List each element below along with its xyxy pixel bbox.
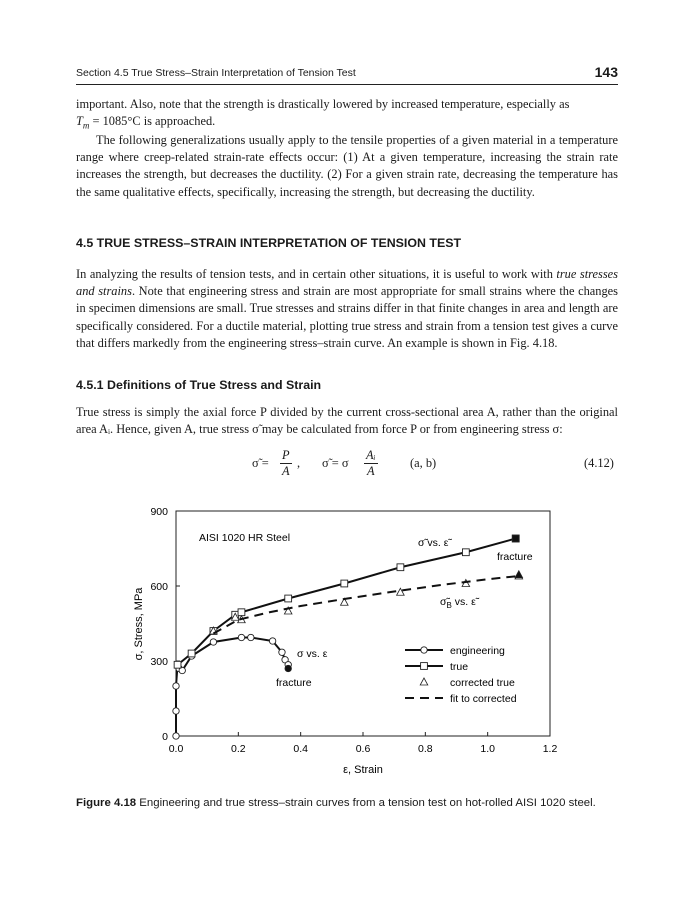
eq-den-a: A bbox=[282, 464, 290, 478]
data-point bbox=[462, 549, 469, 556]
equation-4-12 bbox=[0, 440, 690, 490]
figure-caption bbox=[76, 796, 616, 811]
data-point bbox=[210, 639, 216, 645]
data-point bbox=[515, 571, 523, 578]
y-tick-label: 0 bbox=[162, 731, 168, 743]
data-point bbox=[188, 650, 195, 657]
x-axis-label: ε, Strain bbox=[343, 764, 383, 776]
data-point bbox=[238, 634, 244, 640]
data-point bbox=[269, 638, 275, 644]
legend-item-engineering bbox=[405, 645, 505, 657]
legend-label: engineering bbox=[450, 645, 505, 657]
running-header bbox=[76, 64, 618, 85]
eq-tag-ab: (a, b) bbox=[410, 456, 437, 470]
paragraph-1 bbox=[76, 96, 618, 135]
eq-number: (4.12) bbox=[584, 456, 614, 470]
data-point bbox=[341, 580, 348, 587]
y-tick-label: 300 bbox=[150, 656, 168, 668]
paragraph-1-line-1: important. Also, note that the strength is drastically lowered by increased temperature, especially as bbox=[76, 97, 570, 111]
x-tick-label: 0.8 bbox=[418, 743, 433, 755]
legend-item-true bbox=[405, 661, 468, 673]
data-point bbox=[421, 647, 427, 653]
data-point bbox=[397, 564, 404, 571]
data-point bbox=[174, 661, 181, 668]
eq-frac-a bbox=[280, 448, 292, 479]
legend-item-corrected-true bbox=[420, 677, 515, 689]
figure-caption-text: Engineering and true stress–strain curves from a tension test on hot-rolled AISI 1020 steel. bbox=[136, 797, 596, 809]
eq-comma: , bbox=[297, 456, 301, 470]
material-label: AISI 1020 HR Steel bbox=[199, 532, 291, 544]
paragraph-3-rest: . Note that engineering stress and strain are most appropriate for small strains where the changes in specimen dimensions are small. True stresses and strains differ in that finite changes in area and length are specifically considered. For a ductile material, plotting true stress and strain from a tension test gives a curve that differs markedly from the engineering stress–strain curve. An example is shown in Fig. 4.18. bbox=[76, 284, 618, 350]
x-tick-label: 1.2 bbox=[542, 743, 558, 755]
legend-item-fit-to-corrected bbox=[405, 693, 517, 705]
data-point bbox=[173, 683, 179, 689]
series-layer bbox=[173, 535, 523, 739]
eq-num-b: Aᵢ bbox=[366, 448, 376, 462]
eq-num-a: P bbox=[282, 448, 290, 462]
annotation-fracture-true: fracture bbox=[497, 551, 533, 563]
eq-den-b: A bbox=[366, 464, 375, 478]
eq-lhs-b: σ̃ = σ bbox=[322, 456, 349, 470]
legend bbox=[405, 645, 517, 705]
data-point bbox=[238, 609, 245, 616]
x-tick-label: 0.0 bbox=[168, 743, 184, 755]
x-tick-label: 0.6 bbox=[355, 743, 371, 755]
y-tick-label: 900 bbox=[150, 506, 168, 518]
stress-strain-chart bbox=[0, 490, 690, 790]
section-heading: 4.5 TRUE STRESS–STRAIN INTERPRETATION OF TENSION TEST bbox=[76, 236, 462, 250]
paragraph-3 bbox=[76, 266, 618, 352]
data-point bbox=[173, 708, 179, 714]
data-point bbox=[421, 663, 428, 670]
data-point bbox=[420, 678, 428, 685]
x-tick-label: 1.0 bbox=[480, 743, 495, 755]
paragraph-1-line-2: = 1085°C is approached. bbox=[89, 114, 216, 129]
annotation-corrected-curve bbox=[440, 596, 480, 610]
tm-subscript: m bbox=[82, 120, 90, 131]
data-point bbox=[279, 649, 285, 655]
annotation-true-curve: σ̃ vs. ε̃ bbox=[418, 537, 449, 549]
legend-label: fit to corrected bbox=[450, 693, 517, 705]
eq-lhs-a: σ̃ = bbox=[252, 456, 269, 470]
annotation-corrected-sub: B bbox=[446, 601, 452, 610]
data-point bbox=[173, 733, 179, 739]
data-point bbox=[248, 634, 254, 640]
legend-label: corrected true bbox=[450, 677, 515, 689]
y-axis-label: σ, Stress, MPa bbox=[133, 587, 145, 661]
paragraph-2: The following generalizations usually apply to the tensile properties of a given material in a temperature range where creep-related strain-rate effects occur: (1) At a given temperature, increasing the strain rate increases the strength, but decreases the ductility. (2) For a given strain rate, decreasing the temperature has the same qualitative effects, specifically, increasing the strength, but decreasing the ductility. bbox=[76, 133, 618, 199]
annotation-corrected-main: σ̃ bbox=[440, 596, 447, 608]
subsection-heading: 4.5.1 Definitions of True Stress and Strain bbox=[76, 378, 322, 392]
paragraph-3-start: In analyzing the results of tension tests, and in certain other situations, it is useful to work with bbox=[76, 267, 557, 281]
paragraph-4: True stress is simply the axial force P divided by the current cross-sectional area A, rather than the original area Aᵢ. Hence, given A, true stress σ̃ may be calculated from force P or from engineering stress σ: bbox=[76, 405, 618, 437]
data-point bbox=[285, 595, 292, 602]
annotation-eng-curve: σ vs. ε bbox=[297, 648, 328, 660]
legend-label: true bbox=[450, 661, 469, 673]
annotation-corrected-rest: vs. ε̃ bbox=[451, 596, 476, 608]
paragraph-3-emphasis: true stresses and strains bbox=[76, 267, 618, 299]
page-number: 143 bbox=[594, 64, 618, 80]
data-point bbox=[512, 535, 519, 542]
running-header-section: Section 4.5 True Stress–Strain Interpretation of Tension Test bbox=[76, 67, 356, 79]
x-tick-label: 0.4 bbox=[293, 743, 308, 755]
y-tick-label: 600 bbox=[150, 581, 168, 593]
tm-symbol: T bbox=[76, 114, 83, 129]
figure-caption-label: Figure 4.18 bbox=[76, 797, 137, 809]
eq-frac-b bbox=[364, 448, 378, 479]
data-point bbox=[285, 665, 291, 671]
x-tick-label: 0.2 bbox=[231, 743, 246, 755]
annotation-fracture-eng: fracture bbox=[276, 677, 312, 689]
